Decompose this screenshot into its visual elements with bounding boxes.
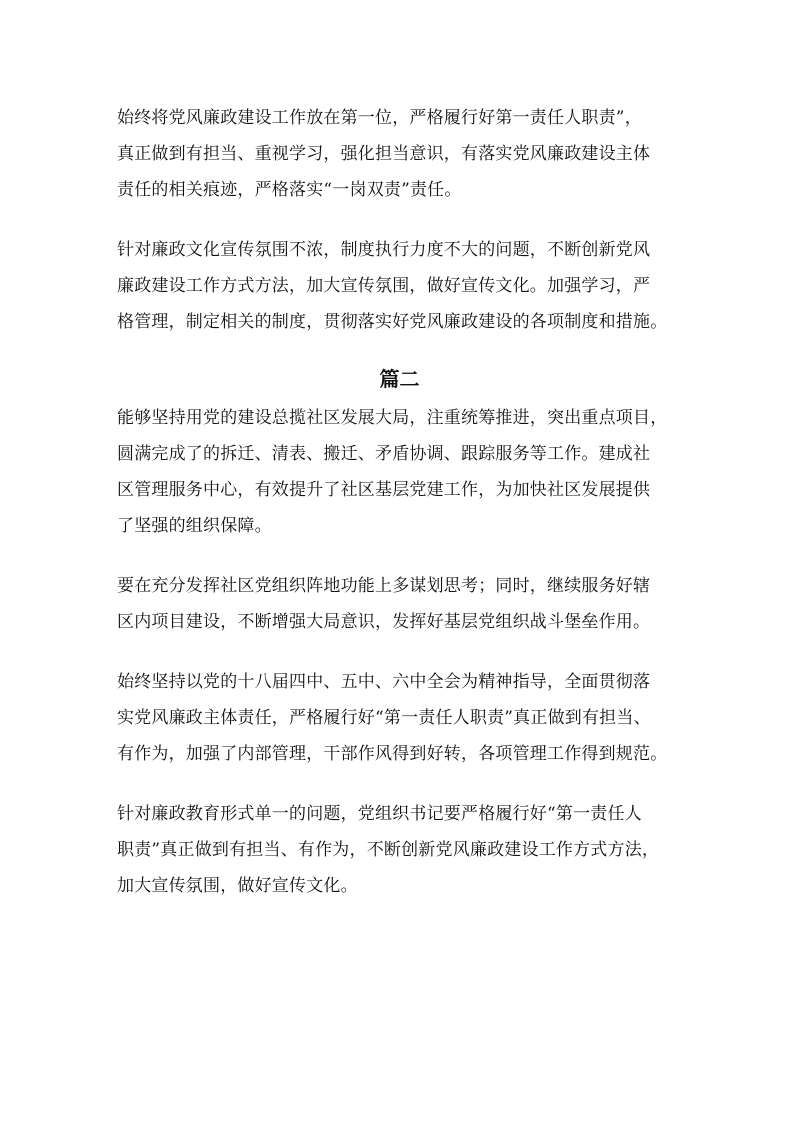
paragraph-line: 廉政建设工作方式方法，加大宣传氛围，做好宣传文化。加强学习，严 [117, 276, 651, 296]
paragraph-line: 针对廉政文化宣传氛围不浓，制度执行力度不大的问题，不断创新党风 [117, 240, 651, 260]
paragraph-line: 始终坚持以党的十八届四中、五中、六中全会为精神指导，全面贯彻落 [117, 672, 651, 692]
paragraph-2 [117, 232, 682, 340]
paragraph-line: 实党风廉政主体责任，严格履行好“第一责任人职责”真正做到有担当、 [117, 708, 651, 728]
paragraph-5 [117, 664, 682, 772]
paragraph-line: 职责”真正做到有担当、有作为，不断创新党风廉政建设工作方式方法， [117, 840, 660, 860]
paragraph-line: 始终将党风廉政建设工作放在第一位，严格履行好第一责任人职责”， [117, 108, 642, 128]
paragraph-line: 区管理服务中心，有效提升了社区基层党建工作，为加快社区发展提供 [117, 480, 651, 500]
paragraph-line: 有作为，加强了内部管理，干部作风得到好转，各项管理工作得到规范。 [117, 744, 668, 764]
paragraph-line: 区内项目建设，不断增强大局意识，发挥好基层党组织战斗堡垒作用。 [117, 612, 651, 632]
paragraph-line: 真正做到有担当、重视学习，强化担当意识，有落实党风廉政建设主体 [117, 144, 651, 164]
paragraph-line: 加大宣传氛围，做好宣传文化。 [117, 876, 358, 896]
paragraph-line: 格管理，制定相关的制度，贯彻落实好党风廉政建设的各项制度和措施。 [117, 312, 668, 332]
paragraph-line: 责任的相关痕迹，严格落实“一岗双责”责任。 [117, 180, 462, 200]
paragraph-4 [117, 568, 682, 640]
paragraph-3 [117, 400, 682, 544]
paragraph-1 [117, 100, 682, 208]
document-page [117, 100, 682, 928]
paragraph-6 [117, 796, 682, 904]
paragraph-line: 圆满完成了的拆迁、清表、搬迁、矛盾协调、跟踪服务等工作。建成社 [117, 444, 651, 464]
paragraph-line: 了坚强的组织保障。 [117, 516, 272, 536]
paragraph-line: 要在充分发挥社区党组织阵地功能上多谋划思考；同时，继续服务好辖 [117, 576, 651, 596]
paragraph-line: 能够坚持用党的建设总揽社区发展大局，注重统筹推进，突出重点项目， [117, 408, 668, 428]
section-heading: 篇二 [379, 367, 420, 391]
paragraph-line: 针对廉政教育形式单一的问题，党组织书记要严格履行好“第一责任人 [117, 804, 642, 824]
